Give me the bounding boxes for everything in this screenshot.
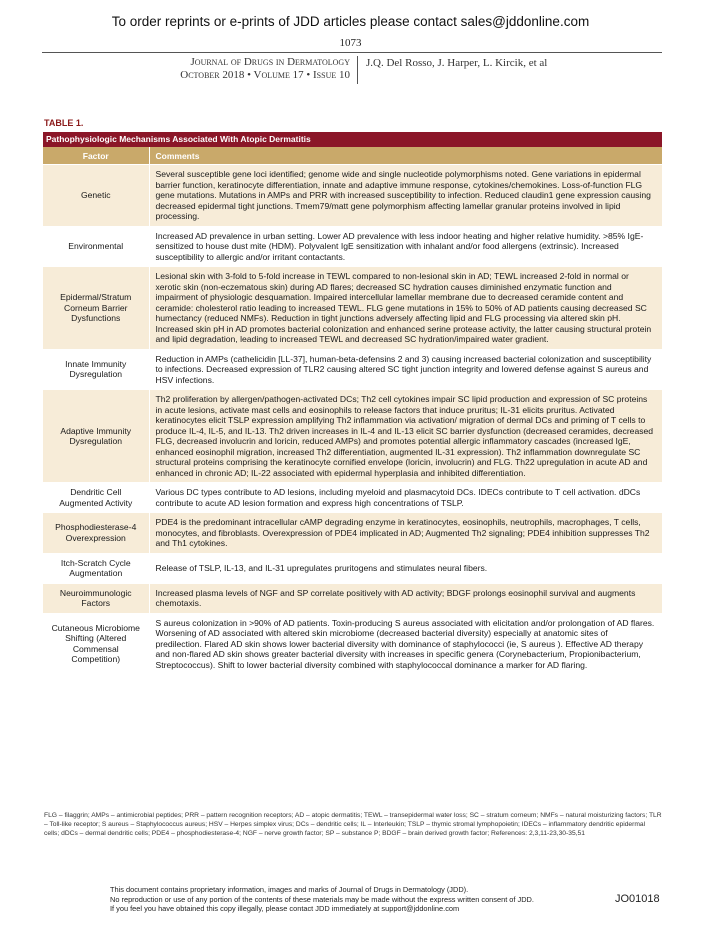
table-row — [43, 553, 662, 583]
table-row — [43, 583, 662, 613]
table-row — [43, 513, 662, 554]
reprint-notice: To order reprints or e-prints of JDD articles please contact sales@jddonline.com — [111, 14, 590, 29]
journal-name: Journal of Drugs in Dermatology — [190, 56, 350, 68]
comment-cell: PDE4 is the predominant intracellular cAMP degrading enzyme in keratinocytes, eosinophils, neutrophils, macrophages, T cells, monocytes, and fibroblasts. Overexpression of PDE4 implicated in AD; Augmented Th2 signaling; PDE4 inhibition suppresses Th2 and Th1 cytokines. — [149, 513, 662, 554]
table-row — [43, 390, 662, 483]
comment-cell: Increased plasma levels of NGF and SP correlate positively with AD activity; BDGF prolongs eosinophil survival and augments chemotaxis. — [149, 583, 662, 613]
factor-cell: Cutaneous Microbiome Shifting (Altered Commensal Competition) — [43, 613, 149, 675]
factor-cell: Genetic — [43, 165, 149, 227]
journal-info — [42, 56, 350, 82]
authors: J.Q. Del Rosso, J. Harper, L. Kircik, et al — [366, 57, 548, 69]
header-divider — [357, 56, 358, 84]
factor-cell: Neuroimmunologic Factors — [43, 583, 149, 613]
table-1 — [43, 132, 662, 675]
disclaimer-line: This document contains proprietary information, images and marks of Journal of Drugs in Dermatology (JDD). — [110, 885, 469, 894]
mechanisms-table — [43, 147, 662, 675]
comment-cell: S aureus colonization in >90% of AD patients. Toxin-producing S aureus associated with elicitation and/or prolongation of AD flares. Worsening of AD associated with altered skin microbiome (decreased bacterial diversity) especially at anatomic sites of predilection. Flared AD skin shows lower bacterial diversity with dominance of staphylococci (ie, S aureus ). Effective AD therapy and non-flared AD skin shows greater bacterial diversity with increases in specific genera (Corynebacterium, Propionibacterium, Streptococcus). Shift to lower bacterial diversity combined with staphylococcal dominance a marker for AD flaring. — [149, 613, 662, 675]
table-title: Pathophysiologic Mechanisms Associated With Atopic Dermatitis — [43, 132, 662, 147]
page-number: 1073 — [339, 37, 362, 49]
journal-issue: October 2018 • Volume 17 • Issue 10 — [180, 69, 350, 81]
header-rule — [42, 52, 662, 53]
table-footnote: FLG – filaggrin; AMPs – antimicrobial peptides; PRR – pattern recognition receptors; AD – atopic dermatitis; TEWL – transepidermal water loss; SC – stratum corneum; NMFs – natural moisturizing factors; TLR – Toll-like receptor; S aureus – Staphylococcus aureus; HSV – Herpes simplex virus; DCs – dendritic cells; IL – Interleukin; TSLP – thymic stromal lymphopoietin; IDECs – inflammatory dendritic epidermal cells; dDCs – dermal dendritic cells; PDE4 – phosphodiesterase-4; NGF – nerve growth factor; SP – substance P; BDGF – brain derived growth factor; References: 2,3,11-23,30-35,51 — [44, 812, 662, 837]
factor-cell: Phosphodiesterase-4 Overexpression — [43, 513, 149, 554]
disclaimer-line: No reproduction or use of any portion of the contents of these materials may be made without the express written consent of JDD. — [110, 894, 534, 904]
comment-cell: Lesional skin with 3-fold to 5-fold increase in TEWL compared to non-lesional skin in AD; TEWL increased 2-fold in normal or xerotic skin (non-eczematous skin) during AD flares; decreased SC hydration causes diminished enzymatic function and impairment of physiologic desquamation. Impaired intercellular lamellar membrane due to decreased ceramide content and ceramide: cholesterol ratio leading to increased TEWL. FLG gene mutations in 15% to 50% of AD patients causing decreased SC humectancy (reduced NMFs). Reduction in tight junctions adversely affecting lipid and FLG processing via altered skin pH. Increased skin pH in AD promotes bacterial colonization and enhanced serine protease activity, the latter causing structural protein and lipid degradation, leading to increased TEWL and decreased SC hydration/impaired water gradient. — [149, 267, 662, 350]
comment-cell: Reduction in AMPs (cathelicidin [LL-37], human-beta-defensins 2 and 3) causing increased bacterial colonization and susceptibility to infections. Decreased expression of TLR2 causing altered SC tight junction integrity and lowered defense against S aureus and HSV infections. — [149, 349, 662, 390]
table-header-row — [43, 147, 662, 165]
disclaimer — [110, 885, 610, 914]
table-row — [43, 349, 662, 390]
comment-cell: Various DC types contribute to AD lesions, including myeloid and plasmacytoid DCs. IDECs contribute to T cell activation. dDCs contribute to acute AD lesion formation and express high concentrations of TSLP. — [149, 483, 662, 513]
header-factor: Factor — [43, 147, 149, 165]
header-comments: Comments — [149, 147, 662, 165]
factor-cell: Epidermal/Stratum Corneum Barrier Dysfunctions — [43, 267, 149, 350]
factor-cell: Dendritic Cell Augmented Activity — [43, 483, 149, 513]
disclaimer-line: If you feel you have obtained this copy illegally, please contact JDD immediately at support@jddonline.com — [110, 904, 460, 913]
comment-cell: Increased AD prevalence in urban setting. Lower AD prevalence with less indoor heating and higher relative humidity. >85% IgE-sensitized to house dust mite (HDM). Polyvalent IgE sensitization with inhalant and/or food allergens (extrinsic). Increased susceptibility to allergic and/or irritant contactants. — [149, 226, 662, 267]
document-code: JO01018 — [615, 893, 660, 905]
table-row — [43, 613, 662, 675]
comment-cell: Th2 proliferation by allergen/pathogen-activated DCs; Th2 cell cytokines impair SC lipid production and expression of SC proteins in acute lesions, activate mast cells and eosinophils to release factors that induce pruritus; IL-31 elicits pruritus. Activated keratinocytes elicit TSLP expression amplifying Th2 inflammation via activation/ migration of dermal DCs and priming of T cells to produce IL-4, IL-5, and IL-13. Th2 driven increases in IL-4 and IL-13 elicit SC barrier dysfunction (decreased ceramides, decreased FLG, decreased involucrin and loricin, reduced AMPs) and promotes potential allergic inflammatory cascades (increased IgE, enhanced eosinophil migration, increased Th2 differentiation, augmented IL-31 expression). Th2 inflammation downregulate SC structural proteins comprising the keratinocyte cornified envelope (loricin, involucrin) and FLG. Th22 upregulation in acute AD and enhanced in chronic AD; IL-22 associated with epidermal hyperplasia and inhibited differentiation. — [149, 390, 662, 483]
table-row — [43, 483, 662, 513]
comment-cell: Release of TSLP, IL-13, and IL-31 upregulates pruritogens and stimulates neural fibers. — [149, 553, 662, 583]
comment-cell: Several susceptible gene loci identified; genome wide and single nucleotide polymorphisms noted. Gene variations in epidermal barrier function, keratinocyte differentiation, innate and adaptive immune response, cytokines/chemokines. Loss-of-function FLG gene mutations. Mutations in AMPs and PRR with increased susceptibility to infection. Reduced claudin1 gene expression causing decreased epidermal tight junctions. Tmem79/matt gene polymorphism affecting lamellar granular proteins involved in lipid processing. — [149, 165, 662, 227]
table-label: TABLE 1. — [44, 118, 84, 128]
factor-cell: Innate Immunity Dysregulation — [43, 349, 149, 390]
factor-cell: Environmental — [43, 226, 149, 267]
table-row — [43, 226, 662, 267]
table-row — [43, 267, 662, 350]
factor-cell: Itch-Scratch Cycle Augmentation — [43, 553, 149, 583]
factor-cell: Adaptive Immunity Dysregulation — [43, 390, 149, 483]
table-row — [43, 165, 662, 227]
